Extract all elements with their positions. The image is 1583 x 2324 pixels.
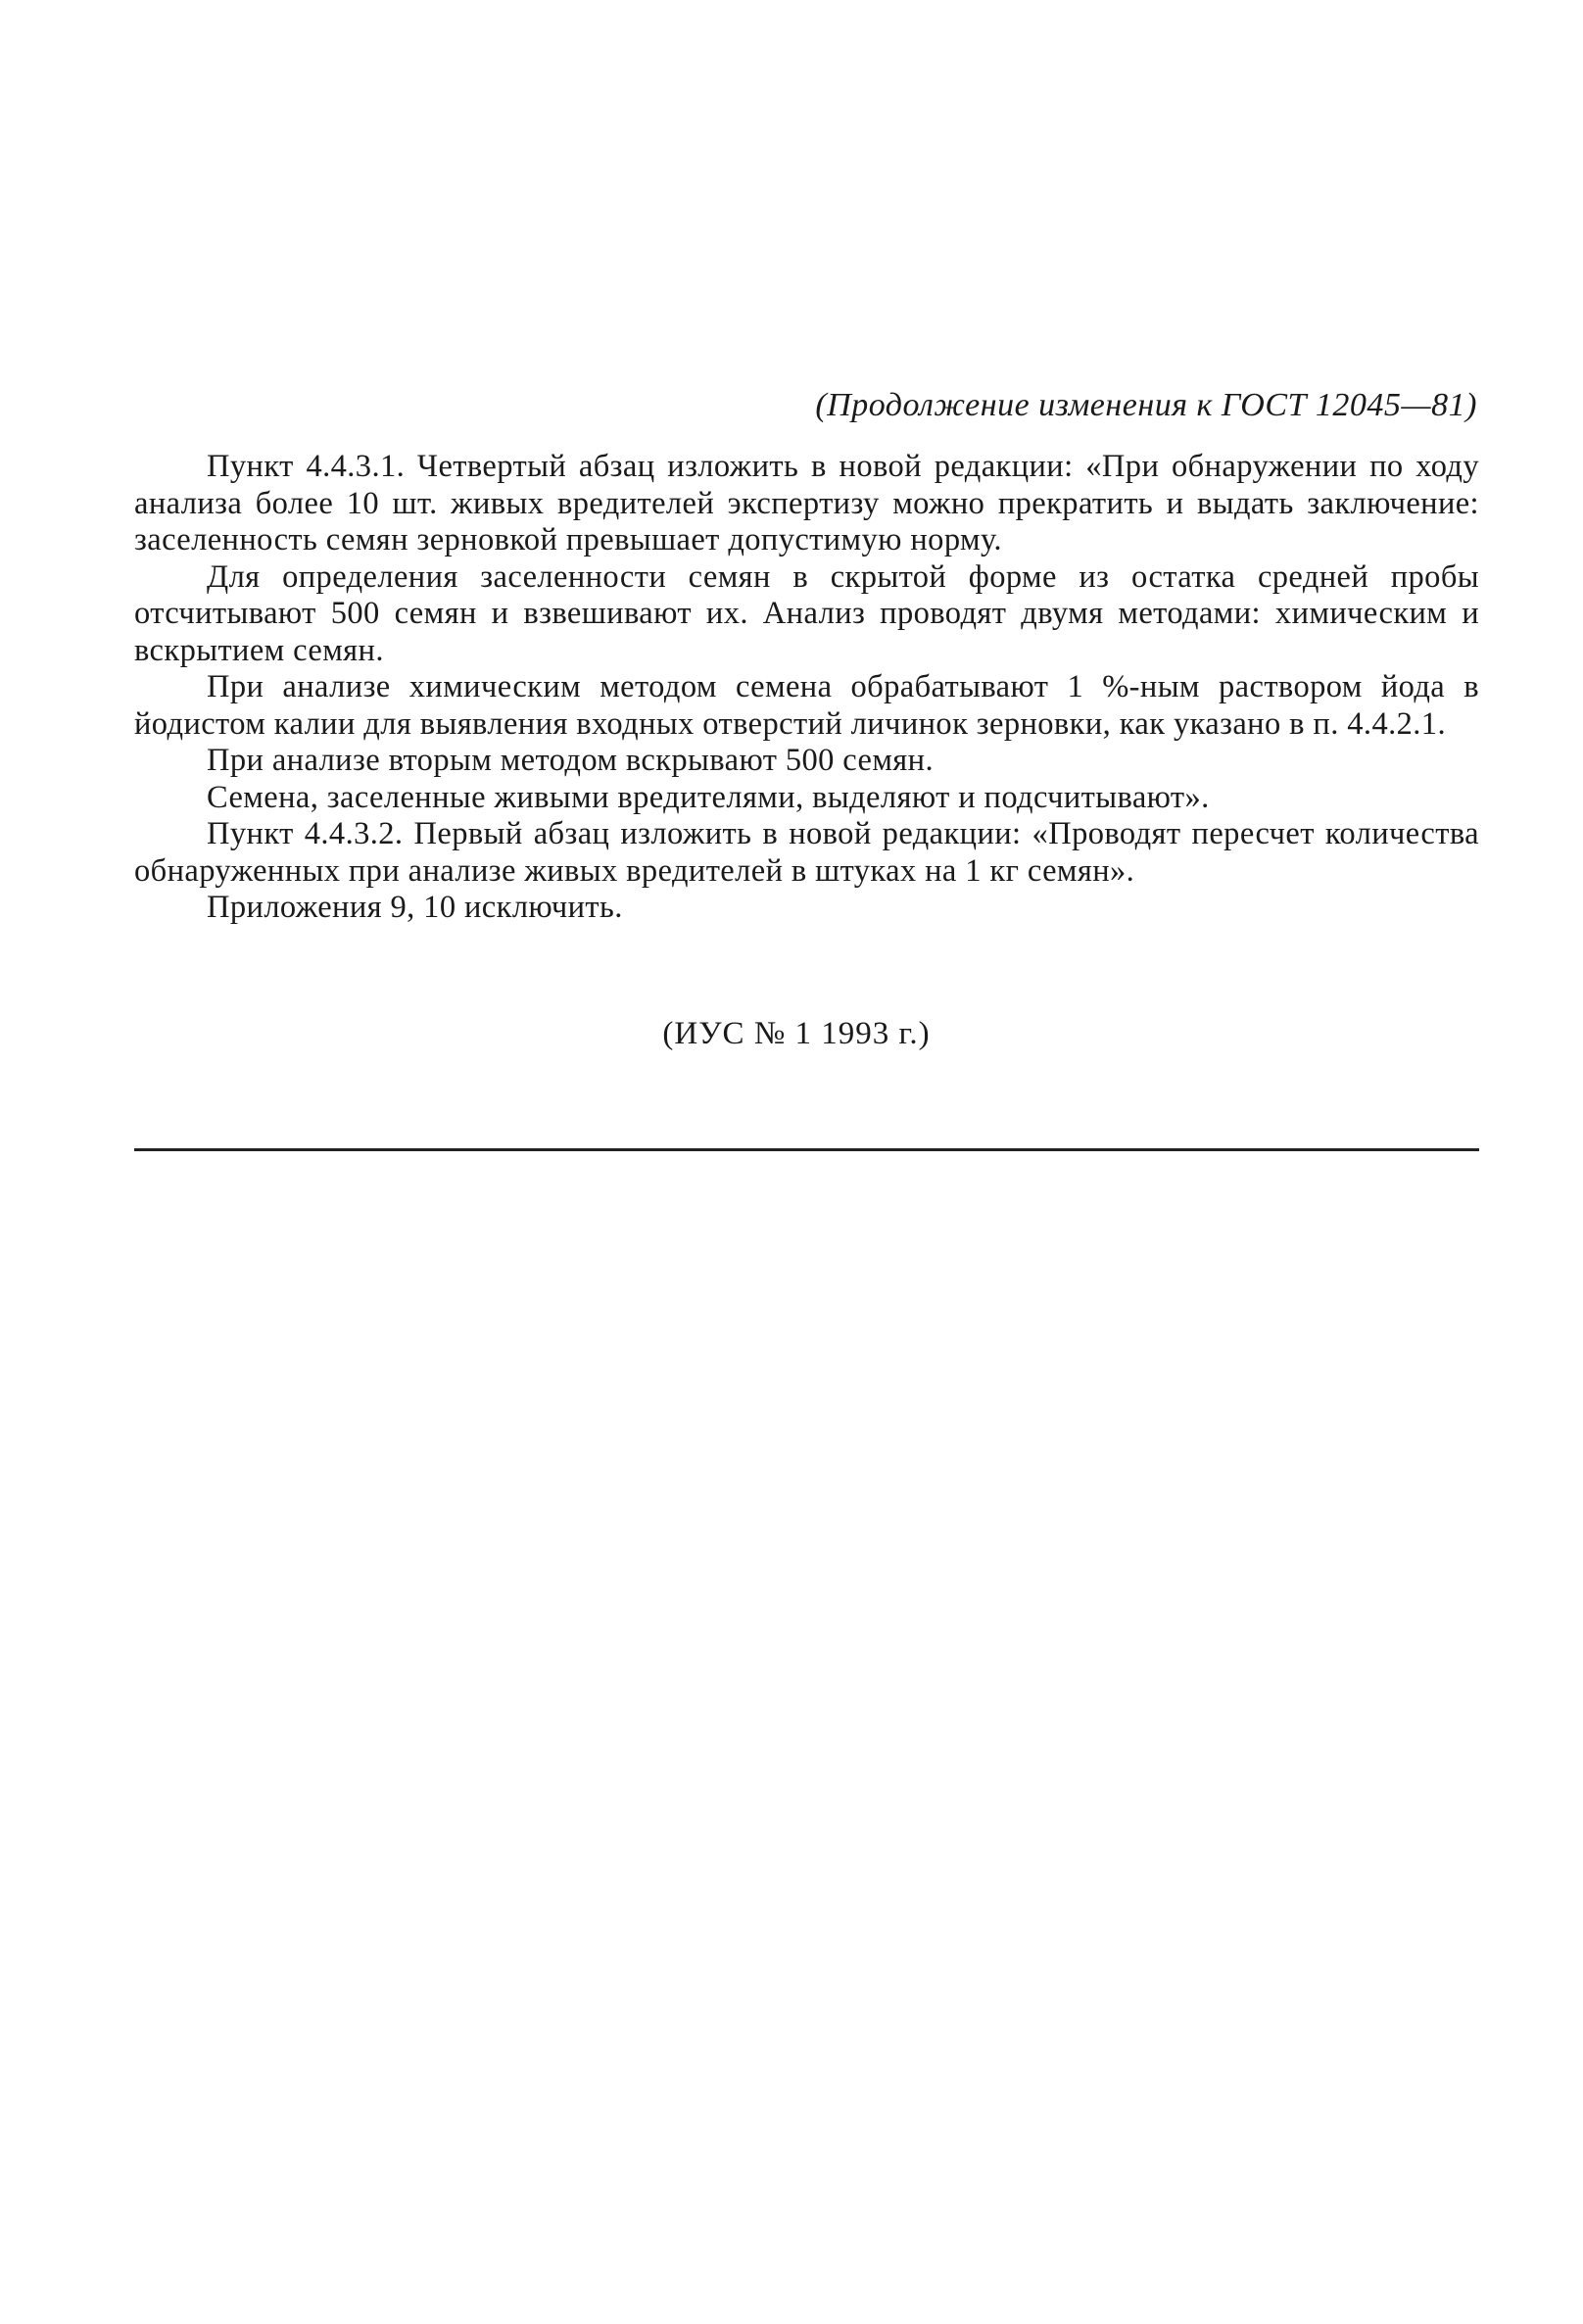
continuation-header: (Продолжение изменения к ГОСТ 12045—81) [815, 387, 1477, 423]
paragraph-second-method: При анализе вторым методом вскрывают 500 семян. [207, 743, 934, 778]
horizontal-rule [134, 1148, 1479, 1151]
ius-reference: (ИУС № 1 1993 г.) [662, 1016, 931, 1051]
paragraph-counting: Семена, заселенные живыми вредителями, выделяют и подсчитывают». [207, 779, 1210, 815]
paragraph-appendices: Приложения 9, 10 исключить. [207, 890, 623, 925]
paragraph-chemical-method: При анализе химическим методом семена обрабатывают 1 %-ным раствором йода в йодистом калии для выявления входных отверстий личинок зерновки, как указано в п. 4.4.2.1. [134, 669, 1479, 742]
paragraph-hidden-infestation: Для определения заселенности семян в скрытой форме из остатка средней пробы отсчитывают 500 семян и взвешивают их. Анализ проводят двумя методами: химическим и вскрытием семян. [134, 558, 1479, 668]
paragraph-item-4-4-3-2: Пункт 4.4.3.2. Первый абзац изложить в новой редакции: «Проводят пересчет количества обнаруженных при анализе живых вредителей в штуках на 1 кг семян». [134, 816, 1479, 889]
amendment-text [134, 449, 1479, 927]
paragraph-item-4-4-3-1: Пункт 4.4.3.1. Четвертый абзац изложить в новой редакции: «При обнаружении по ходу анализа более 10 шт. живых вредителей экспертизу можно прекратить и выдать заключение: заселенность семян зерновкой превышает допустимую норму. [134, 449, 1479, 557]
